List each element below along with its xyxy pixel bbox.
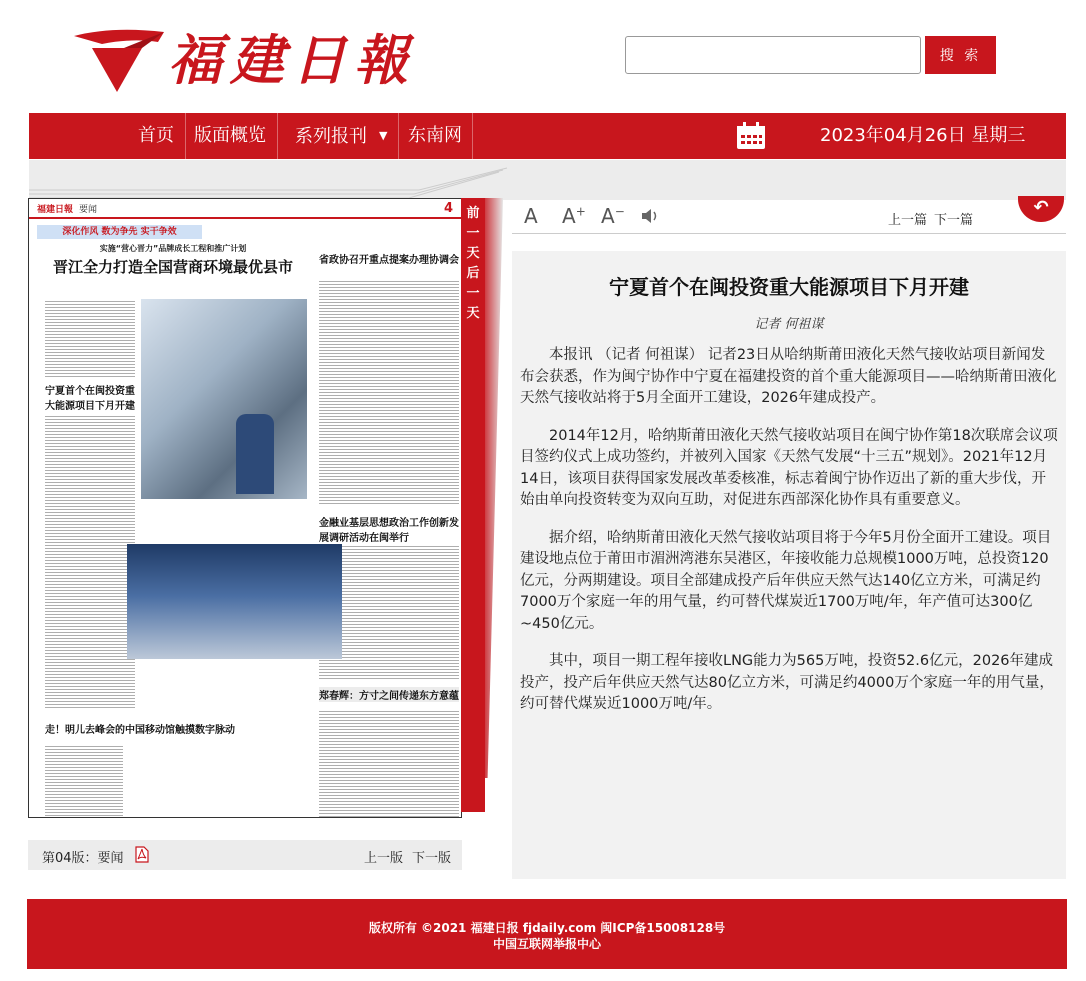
nav-divider: [185, 113, 186, 159]
speaker-icon[interactable]: [640, 208, 660, 224]
article-paragraph: 其中，项目一期工程年接收LNG能力为565万吨，投资52.6亿元，2026年建成投产，投产后年供应天然气达80亿立方米，可满足约4000万个家庭一年的用气量，约可替代煤炭近1000万吨/年。: [520, 653, 1054, 712]
article-body: [520, 345, 1058, 732]
font-decrease-label: A: [601, 204, 615, 228]
search-button[interactable]: 搜 索: [925, 36, 996, 74]
prev-page-link[interactable]: 上一版: [364, 851, 404, 866]
day-switch-tab: [461, 198, 485, 812]
search-input[interactable]: [625, 36, 921, 74]
article-author: 记者 何祖谋: [754, 317, 824, 332]
paper-section: 要闻: [79, 204, 98, 215]
paper-photo-pavilion: [127, 544, 342, 659]
newspaper-page-thumbnail[interactable]: [28, 198, 462, 818]
pdf-icon[interactable]: [135, 846, 149, 863]
next-page-link[interactable]: 下一版: [412, 851, 452, 866]
date-display: 2023年04月26日 星期三: [820, 125, 1026, 146]
prev-day-label: 前一天: [466, 206, 480, 261]
paper-kicker: 实施“营心晋力”品牌成长工程和推广计划: [99, 244, 247, 253]
report-center-link[interactable]: 中国互联网举报中心: [492, 937, 601, 951]
nav-item-series-label: 系列报刊: [295, 126, 367, 147]
site-footer: [27, 899, 1067, 969]
prev-article-link[interactable]: 上一篇: [888, 213, 928, 228]
page-label[interactable]: 第04版：要闻: [42, 851, 124, 866]
return-icon: ↶: [1033, 197, 1049, 218]
article-paragraph: 据介绍，哈纳斯莆田液化天然气接收站项目将于今年5月份全面开工建设。项目建设地点位于莆田市湄洲湾港东吴港区，年接收能力总规模1000万吨，总投资120亿元，分两期建设。项目全部建成投产后年供应天然气达140亿立方米，可满足约7000万个家庭一年的用气量，约可替代煤炭近1700万吨/年，年产值可达300亿~450亿元。: [520, 529, 1052, 632]
paper-text-block: [319, 279, 459, 504]
paper-photo-factory: [141, 299, 307, 499]
caret-down-icon: ▼: [379, 129, 388, 142]
paper-masthead: [29, 199, 461, 219]
article-toolbar: [512, 198, 1066, 234]
next-article-link[interactable]: 下一篇: [934, 213, 974, 228]
next-day-link[interactable]: [461, 264, 485, 324]
header: [0, 0, 1086, 113]
paper-subhead-finance[interactable]: 金融业基层思想政治工作创新发展调研活动在闽举行: [319, 518, 459, 544]
paper-masthead-logo: 福建日報: [37, 204, 74, 215]
next-day-label: 后一天: [466, 266, 480, 321]
prev-day-link[interactable]: [461, 204, 485, 264]
nav-item-home[interactable]: 首页: [138, 125, 174, 146]
article-paragraph: 2014年12月，哈纳斯莆田液化天然气接收站项目在闽宁协作第18次联席会议项目签约仪式上成功签约，并被列入国家《天然气发展“十三五”规划》。2021年12月14日，该项目获得国家发展改革委核准，标志着闽宁协作迈出了新的重大步伐，开始由单向投资转变为双向互助，对促进东西部深化协作具有重要意义。: [520, 427, 1058, 508]
nav-item-overview[interactable]: 版面概览: [194, 125, 266, 146]
paper-photo-worker: [236, 414, 274, 494]
nav-divider: [398, 113, 399, 159]
article-panel: [512, 251, 1066, 879]
nav-item-series[interactable]: [295, 113, 387, 159]
article-paragraph: 本报讯 （记者 何祖谋） 记者23日从哈纳斯莆田液化天然气接收站项目新闻发布会获悉，作为闽宁协作中宁夏在福建投资的首个重大能源项目——哈纳斯莆田液化天然气接收站将于5月全面开工建设，2026年建成投产。: [520, 347, 1057, 406]
nav-item-dongnan[interactable]: 东南网: [408, 125, 462, 146]
font-increase-label: A: [562, 204, 576, 228]
paper-subhead-cppcc[interactable]: 省政协召开重点提案办理协调会: [319, 255, 459, 266]
calendar-icon[interactable]: [736, 122, 766, 150]
font-decrease-button[interactable]: A−: [601, 204, 625, 228]
nav-divider: [277, 113, 278, 159]
paper-banner: 深化作风 数为争先 实干争效: [37, 225, 202, 239]
font-increase-button[interactable]: A+: [562, 204, 586, 228]
nav-bar: [29, 113, 1066, 159]
paper-subhead-zheng[interactable]: 郑春辉：方寸之间传递东方意蕴: [319, 687, 459, 702]
article-title: 宁夏首个在闽投资重大能源项目下月开建: [609, 275, 969, 299]
paper-text-block: [45, 744, 123, 818]
copyright-text: 版权所有 ©2021 福建日报 fjdaily.com 闽ICP备15008128号: [368, 921, 726, 935]
paper-page-number: 4: [443, 200, 453, 216]
nav-divider: [472, 113, 473, 159]
font-default-button[interactable]: A: [524, 204, 538, 228]
paper-subhead-mobile[interactable]: 走！明儿去峰会的中国移动馆触摸数字脉动: [45, 725, 235, 736]
paper-text-block: [45, 299, 135, 379]
page-footer-bar: [28, 840, 462, 870]
paper-text-block: [319, 709, 459, 818]
paper-headline[interactable]: 晋江全力打造全国营商环境最优县市: [52, 258, 293, 276]
paper-subhead-ningxia[interactable]: 宁夏首个在闽投资重大能源项目下月开建: [45, 386, 135, 412]
paper-text-block: [45, 414, 135, 709]
logo-text[interactable]: 福建日報: [168, 28, 416, 92]
